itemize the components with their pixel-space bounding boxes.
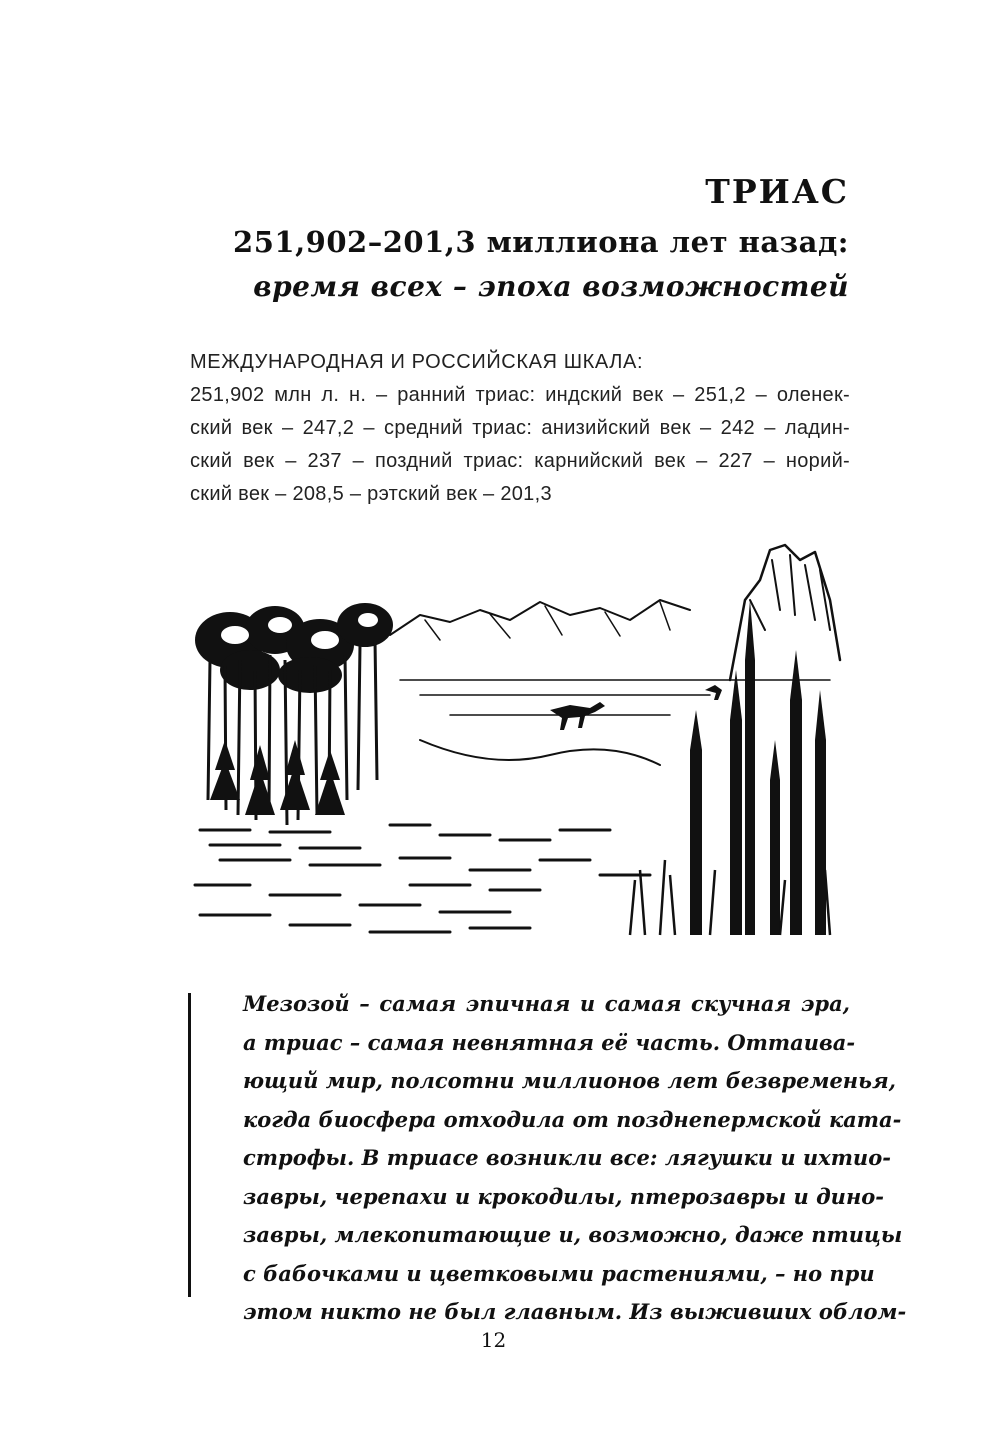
shoreline: [420, 740, 660, 765]
epigraph-line: завры, черепахи и крокодилы, птерозавры и дино-: [243, 1183, 884, 1209]
scale-line: ский век – 237 – поздний триас: карнийский век – 227 – норий-: [190, 450, 850, 472]
epigraph-line: этом никто не был главным. Из выживших облом-: [243, 1299, 907, 1324]
dinosaur-center: [550, 702, 605, 730]
chapter-tagline: время всех – эпоха возможностей: [253, 270, 849, 303]
scale-line: ский век – 247,2 – средний триас: анизийский век – 242 – ладин-: [190, 417, 850, 439]
geologic-scale: [190, 346, 850, 511]
epigraph-line: Мезозой – самая эпичная и самая скучная эра,: [243, 991, 850, 1016]
mountain-range: [390, 600, 690, 635]
horizon-line: [400, 680, 830, 715]
scale-heading: МЕЖДУНАРОДНАЯ И РОССИЙСКАЯ ШКАЛА:: [190, 351, 644, 373]
epigraph-line: завры, млекопитающие и, возможно, даже птицы: [243, 1222, 903, 1247]
right-trees: [690, 600, 826, 935]
dinosaur-right: [705, 685, 722, 700]
epigraph-line: а триас – самая невнятная её часть. Оттаива-: [243, 1029, 856, 1055]
page-number: 12: [480, 1328, 507, 1352]
chapter-title: ТРИАС: [705, 172, 849, 211]
scale-line: ский век – 208,5 – рэтский век – 201,3: [190, 483, 552, 505]
triassic-landscape-illustration: [190, 540, 845, 940]
chapter-subtitle: 251,902–201,3 миллиона лет назад:: [233, 225, 849, 259]
epigraph-line: ющий мир, полсотни миллионов лет безвременья,: [243, 1068, 896, 1093]
water-ripples: [195, 825, 650, 932]
epigraph-line: с бабочками и цветковыми растениями, – но при: [243, 1260, 875, 1286]
epigraph-line: строфы. В триасе возникли все: лягушки и ихтио-: [243, 1145, 891, 1170]
conifers: [210, 740, 345, 815]
mountain-shading: [425, 602, 670, 640]
epigraph-rule: [188, 993, 191, 1297]
cliff-shading: [750, 555, 830, 630]
scale-line: 251,902 млн л. н. – ранний триас: индский век – 251,2 – оленек-: [190, 384, 850, 406]
epigraph-line: когда биосфера отходила от позднепермской ката-: [243, 1106, 902, 1132]
epigraph: [243, 985, 907, 1332]
